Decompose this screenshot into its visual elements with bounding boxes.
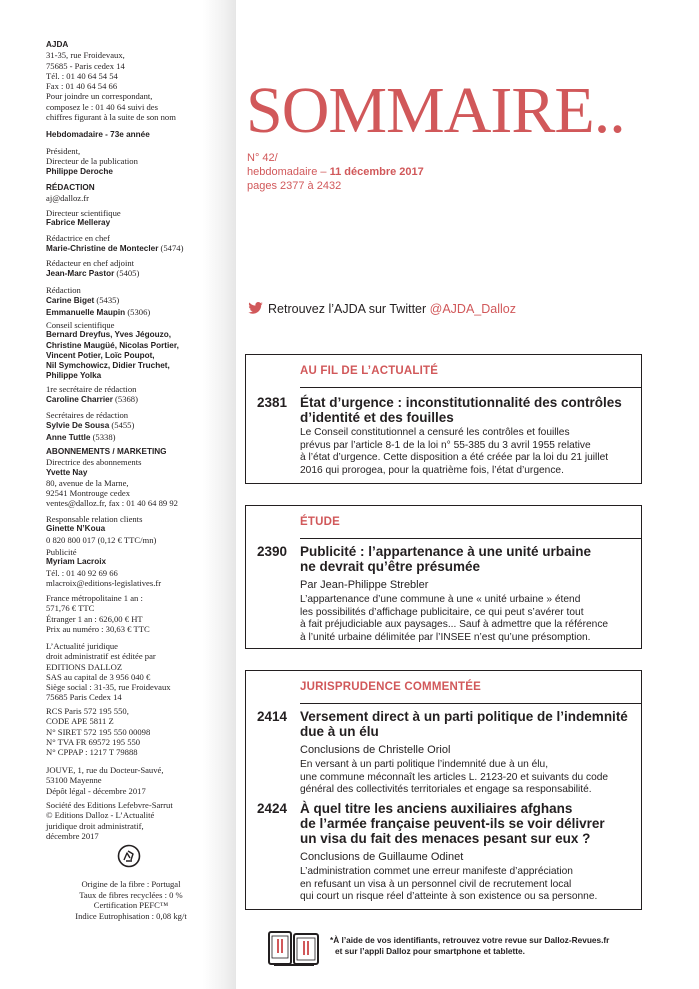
copyright-line: juridique droit administratif, (46, 820, 144, 831)
fax-line: Fax : 01 40 64 54 66 (46, 81, 118, 92)
rcs-line: CODE APE 5811 Z (46, 716, 114, 727)
info-line: composez le : 01 40 64 suivi des (46, 101, 158, 112)
page-title: SOMMAIRE.. (246, 74, 625, 147)
email[interactable]: mlacroix@editions-legislatives.fr (46, 577, 162, 588)
summary-line: L’appartenance d’une commune à une « unité urbaine » étend (300, 594, 581, 605)
ajda-title: AJDA (46, 40, 69, 49)
role: Rédactrice en chef (46, 233, 110, 243)
frequency: Hebdomadaire - 73e année (46, 130, 150, 139)
title-line: État d’urgence : inconstitutionnalité des contrôles (300, 395, 622, 410)
summary-line: en refusant un visa à un personnel civil de recrutement local (300, 878, 572, 890)
role: Directeur de la publication (46, 156, 138, 167)
printer-line: JOUVE, 1, rue du Docteur-Sauvé, (46, 765, 164, 775)
contact-line: ventes@dalloz.fr, fax : 01 40 64 89 92 (46, 498, 178, 509)
article-title[interactable] (300, 544, 635, 574)
page-range: pages 2377 à 2432 (247, 180, 342, 192)
person-name: Anne Tuttle (46, 432, 91, 442)
person-names: Vincent Potier, Loïc Poupot, (46, 350, 155, 360)
fibre-line: Taux de fibres recyclées : 0 % (79, 889, 183, 900)
extension: (5338) (90, 431, 116, 442)
frequency-label: hebdomadaire – (247, 166, 330, 178)
prices-block (46, 593, 234, 634)
role: Président, (46, 146, 81, 156)
legal-line: EDITIONS DALLOZ (46, 661, 123, 672)
summary-line: à fait préjudiciable aux paysages... Sauf à admettre que la référence (300, 619, 609, 631)
section-box-etude (245, 505, 642, 649)
legal-line: SAS au capital de 3 956 040 € (46, 671, 151, 682)
info-line: Pour joindre un correspondant, (46, 91, 153, 102)
section-title: ABONNEMENTS / MARKETING (46, 447, 167, 456)
fibre-line: Origine de la fibre : Portugal (81, 879, 181, 889)
role: 1re secrétaire de rédaction (46, 384, 137, 394)
fibre-line: Certification PEFC™ (93, 900, 169, 910)
person-name: Emmanuelle Maupin (46, 307, 126, 317)
legal-line: Siège social : 31-35, rue Froidevaux (46, 682, 171, 693)
person-name: Sylvie De Sousa (46, 421, 110, 431)
extension: (5368) (112, 394, 138, 405)
article-body (300, 801, 635, 904)
article-author: Conclusions de Guillaume Odinet (300, 851, 464, 863)
info-line: chiffres figurant à la suite de son nom (46, 112, 176, 123)
section-title: RÉDACTION (46, 183, 95, 192)
extension: (5405) (114, 268, 140, 279)
person-names: Philippe Yolka (46, 371, 102, 381)
copyright-line: décembre 2017 (46, 830, 99, 841)
person-names: Nil Symchowicz, Didier Truchet, (46, 361, 170, 371)
summary-line: à l’unité urbaine délimitée par l’INSEE n’est qu’une présomption. (300, 631, 591, 643)
article-summary (300, 594, 635, 644)
article-title[interactable] (300, 709, 635, 739)
issue-number: N° 42/ (247, 152, 278, 164)
role: Rédacteur en chef adjoint (46, 258, 135, 268)
address-line: 75685 - Paris cedex 14 (46, 60, 125, 71)
title-line: d’identité et des fouilles (300, 410, 454, 425)
secs-block (46, 410, 234, 443)
rcs-line: RCS Paris 572 195 550, (46, 706, 129, 716)
section-heading: JURISPRUDENCE COMMENTÉE (300, 681, 481, 693)
title-line: Versement direct à un parti politique de l’indemnité (300, 709, 628, 724)
summary-line: En versant à un parti politique l’indemnité due à un élu, (300, 759, 549, 770)
person-name: Jean-Marc Pastor (46, 269, 115, 279)
summary-line: Le Conseil constitutionnel a censuré les contrôles et fouilles (300, 427, 570, 438)
extension: (5455) (109, 420, 135, 431)
article-body (300, 395, 635, 477)
copyright-block (46, 800, 234, 841)
recycling-logo-icon (117, 844, 141, 868)
dir-sci-block (46, 208, 234, 229)
twitter-handle-link[interactable]: @AJDA_Dalloz (429, 302, 516, 316)
legal-line: L’Actualité juridique (46, 641, 118, 651)
person-name: Carine Biget (46, 296, 95, 306)
section-box-actualite (245, 354, 642, 484)
summary-line: qui court un risque réel d’atteinte à son existence ou sa personne. (300, 891, 598, 903)
price-line: 571,76 € TTC (46, 603, 95, 614)
person-name: Philippe Deroche (46, 166, 113, 176)
title-line: due à un élu (300, 724, 379, 739)
person-name: Marie-Christine de Montecler (46, 244, 159, 254)
summary-line: une commune méconnaît les articles L. 2123-20 et suivants du code (300, 771, 609, 783)
phone-line: Tél. : 01 40 92 69 66 (46, 567, 118, 578)
twitter-bird-icon (248, 302, 263, 314)
article-author: Par Jean-Philippe Strebler (300, 579, 429, 591)
article-summary (300, 427, 635, 477)
copyright-line: © Editions Dalloz - L’Actualité (46, 810, 155, 821)
person-name: Yvette Nay (46, 467, 88, 477)
page-number: 2424 (257, 801, 288, 816)
section-divider (300, 538, 641, 539)
article-title[interactable] (300, 395, 635, 425)
role: Conseil scientifique (46, 320, 115, 330)
phone-line: Tél. : 01 40 64 54 54 (46, 70, 118, 81)
printer-block (46, 765, 234, 796)
page-number: 2390 (257, 544, 288, 559)
rcs-line: N° CPPAP : 1217 T 79888 (46, 747, 138, 758)
article-body (300, 709, 635, 797)
sec1-block (46, 384, 234, 406)
title-line: un visa du fait des menaces pesant sur eux ? (300, 831, 591, 846)
title-line: ne devrait qu’être présumée (300, 559, 481, 574)
role: Publicité (46, 547, 77, 557)
fibre-info (46, 879, 216, 921)
email[interactable]: aj@dalloz.fr (46, 193, 89, 204)
extension: (5435) (94, 295, 120, 306)
address-line: 80, avenue de la Marne, (46, 477, 129, 488)
role: Directrice des abonnements (46, 457, 142, 468)
address-line: 31-35, rue Froidevaux, (46, 50, 125, 61)
section-box-jurisprudence (245, 670, 642, 910)
devices-icon (268, 930, 320, 968)
redaction-block (46, 183, 234, 204)
president-block (46, 146, 234, 177)
summary-line: prévus par l’article 8-1 de la loi n° 55-385 du 3 avril 1955 relative (300, 439, 591, 451)
article-body (300, 544, 635, 644)
person-name: Myriam Lacroix (46, 557, 107, 567)
conseil-block (46, 320, 234, 382)
person-names: Bernard Dreyfus, Yves Jégouzo, (46, 330, 171, 340)
address-line: 92541 Montrouge cedex (46, 488, 131, 499)
title-line: de l’armée française peuvent-ils se voir délivrer (300, 816, 605, 831)
twitter-text: Retrouvez l’AJDA sur Twitter (268, 302, 430, 316)
price-line: Étranger 1 an : 626,00 € HT (46, 613, 143, 624)
footer-line: *À l’aide de vos identifiants, retrouvez votre revue sur Dalloz-Revues.fr (330, 935, 610, 945)
copyright-line: Société des Editions Lefebvre-Sarrut (46, 800, 173, 810)
price-line: Prix au numéro : 30,63 € TTC (46, 623, 150, 634)
summary-line: à l’état d’urgence. Cette disposition a été créée par la loi du 21 juillet (300, 452, 609, 464)
legal-line: 75685 Paris Cedex 14 (46, 692, 122, 703)
legal-line: droit administratif est éditée par (46, 651, 156, 662)
title-line: À quel titre les anciens auxiliaires afghans (300, 801, 573, 816)
redac-block (46, 285, 234, 318)
role: Secrétaires de rédaction (46, 410, 129, 420)
title-line: Publicité : l’appartenance à une unité urbaine (300, 544, 592, 559)
price-line: France métropolitaine 1 an : (46, 593, 143, 603)
printer-line: Dépôt légal - décembre 2017 (46, 785, 146, 796)
fibre-line: Indice Eutrophisation : 0,08 kg/t (75, 910, 187, 921)
phone-line: 0 820 800 017 (0,12 € TTC/mn) (46, 534, 157, 545)
summary-line: 2016 qui prorogea, pour la quatrième fois, l’état d’urgence. (300, 464, 564, 476)
legal-block (46, 641, 234, 703)
section-divider (300, 387, 641, 388)
twitter-promo (248, 301, 516, 317)
summary-line: L’administration commet une erreur manifeste d’appréciation (300, 866, 573, 877)
rcs-line: N° TVA FR 69572 195 550 (46, 736, 141, 747)
article-title[interactable] (300, 801, 635, 846)
rcs-block (46, 706, 234, 757)
summary-line: général des collectivités territoriales et engage sa responsabilité. (300, 784, 592, 796)
role: Rédaction (46, 285, 81, 295)
extension: (5474) (158, 243, 184, 254)
role: Responsable relation clients (46, 514, 143, 524)
extension: (5306) (125, 306, 151, 317)
person-names: Christine Maugüé, Nicolas Portier, (46, 340, 179, 350)
red-chef-block (46, 233, 234, 255)
page-number: 2414 (257, 709, 288, 724)
issue-date: 11 décembre 2017 (329, 166, 424, 178)
ajda-block (46, 40, 234, 122)
person-name: Fabrice Melleray (46, 218, 111, 228)
section-heading: AU FIL DE L’ACTUALITÉ (300, 365, 439, 377)
page-number: 2381 (257, 395, 288, 410)
rcs-line: N° SIRET 572 195 550 00098 (46, 726, 151, 737)
footer-line: et sur l’appli Dalloz pour smartphone et tablette. (335, 945, 525, 956)
red-adj-block (46, 258, 234, 280)
printer-line: 53100 Mayenne (46, 775, 102, 786)
article-author: Conclusions de Christelle Oriol (300, 744, 451, 756)
summary-line: les possibilités d’affichage publicitaire, ce qui peut s’avérer tout (300, 606, 584, 618)
publicite-block (46, 547, 234, 588)
article-summary (300, 866, 635, 904)
section-divider (300, 703, 641, 704)
online-access-note (330, 935, 609, 956)
section-heading: ÉTUDE (300, 516, 340, 528)
person-name: Ginette N’Koua (46, 524, 106, 534)
person-name: Caroline Charrier (46, 395, 113, 405)
role: Directeur scientifique (46, 208, 121, 218)
relation-block (46, 514, 234, 545)
masthead-sidebar (0, 0, 236, 989)
issue-info (247, 151, 424, 193)
article-summary (300, 759, 635, 797)
abonnements-block (46, 447, 234, 509)
